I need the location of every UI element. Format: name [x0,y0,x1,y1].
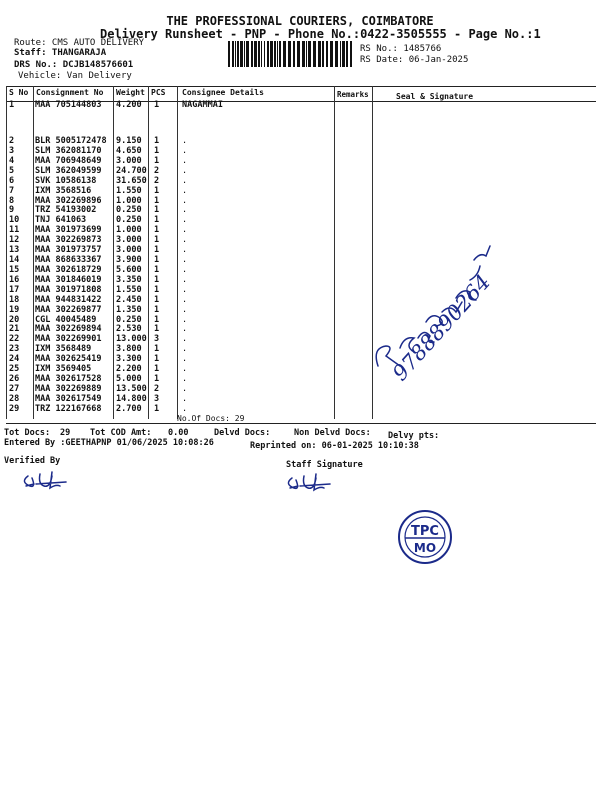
row-pcs: 2 [154,175,160,186]
row-pcs: 1 [154,215,160,226]
row-sno: 29 [9,403,20,414]
row-sno: 24 [9,354,20,365]
row-sno: 10 [9,215,20,226]
row-consignee: . [182,403,188,414]
svg-text:MO: MO [413,541,437,555]
tot-docs-value: 29 [60,428,71,438]
svg-text:TPC: TPC [411,524,439,539]
row-sno: 14 [9,255,20,266]
row-sno: 9 [9,205,15,216]
row-pcs: 1 [154,195,160,206]
row-sno: 1 [9,100,15,110]
row-cno: MAA 302269877 [35,304,102,315]
row-cno: SLM 362081170 [35,145,102,156]
row-sno: 5 [9,165,15,176]
column-divider [334,86,335,419]
row-sno: 4 [9,155,15,166]
column-divider [177,86,178,419]
row-sno: 27 [9,384,20,394]
row-wt: 31.650 [116,175,147,186]
row-consignee: . [182,136,188,146]
col-pcs: PCS [151,88,166,97]
row-cno: MAA 302269894 [35,324,102,335]
row-sno: 28 [9,393,20,404]
row-cno: MAA 868633367 [35,255,102,266]
rs-date: RS Date: 06-Jan-2025 [360,55,469,65]
row-sno: 3 [9,145,15,156]
cod-value: 0.00 [168,428,189,438]
row-consignee: . [182,364,188,375]
row-sno: 23 [9,344,20,355]
rs-number: RS No.: 1485766 [360,44,442,54]
col-consignment: Consignment No [36,88,104,97]
route-label: Route: CMS AUTO DELIVERY [14,38,145,48]
handwritten-note [362,216,512,392]
staff-label: Staff: THANGARAJA [14,48,107,58]
row-pcs: 1 [154,344,160,355]
row-cno: MAA 302269873 [35,235,102,246]
row-sno: 13 [9,245,20,256]
row-cno: BLR 5005172478 [35,136,107,146]
row-wt: 4.650 [116,145,142,156]
row-sno: 20 [9,314,20,325]
row-wt: 2.200 [116,364,142,375]
row-wt: 13.000 [116,334,147,345]
row-wt: 24.700 [116,165,147,176]
staff-signature [282,470,342,496]
row-sno: 7 [9,185,15,196]
row-wt: 1.550 [116,185,142,196]
row-pcs: 1 [154,255,160,266]
row-sno: 26 [9,374,20,385]
col-weight: Weight [116,88,145,97]
column-divider [33,86,34,419]
row-cno: TNJ 641063 [35,215,87,226]
row-pcs: 1 [154,245,160,256]
row-cno: MAA 302617528 [35,374,102,385]
row-cno: MAA 705144803 [35,100,102,110]
row-wt: 14.800 [116,393,147,404]
row-cno: MAA 301973699 [35,225,102,236]
row-cno: MAA 302269901 [35,334,102,345]
row-cno: MAA 302269896 [35,195,102,206]
row-consignee: . [182,235,188,246]
row-sno: 8 [9,195,15,206]
row-wt: 2.700 [116,403,142,414]
row-pcs: 1 [154,264,160,275]
row-consignee: . [182,324,188,335]
row-wt: 4.200 [116,100,142,110]
row-consignee: . [182,155,188,166]
row-sno: 11 [9,225,20,236]
row-consignee: . [182,274,188,285]
row-cno: MAA 302617549 [35,393,102,404]
row-wt: 1.000 [116,195,142,206]
row-pcs: 1 [154,403,160,414]
row-wt: 5.000 [116,374,142,385]
barcode-image [228,41,353,67]
row-consignee: . [182,314,188,325]
row-pcs: 1 [154,136,160,146]
row-cno: SLM 362049599 [35,165,102,176]
row-pcs: 1 [154,205,160,216]
row-consignee: . [182,384,188,394]
row-pcs: 1 [154,294,160,305]
row-pcs: 1 [154,314,160,325]
row-sno: 22 [9,334,20,345]
row-pcs: 1 [154,304,160,315]
row-cno: MAA 301846019 [35,274,102,285]
column-divider [6,86,7,419]
row-sno: 25 [9,364,20,375]
row-consignee: . [182,245,188,256]
row-pcs: 1 [154,324,160,335]
column-divider [148,86,149,419]
row-wt: 1.550 [116,284,142,295]
delvd-docs: Delvd Docs: [214,428,271,438]
row-consignee: . [182,334,188,345]
row-sno: 17 [9,284,20,295]
row-pcs: 1 [154,354,160,365]
row-pcs: 1 [154,155,160,166]
col-consignee: Consignee Details [182,88,264,97]
column-divider [113,86,114,419]
row-wt: 1.000 [116,225,142,236]
vehicle-label: Vehicle: Van Delivery [18,71,132,81]
row-sno: 12 [9,235,20,246]
staff-signature-label: Staff Signature [286,460,363,470]
row-pcs: 1 [154,374,160,385]
row-wt: 0.250 [116,215,142,226]
verified-signature [18,468,78,494]
row-sno: 19 [9,304,20,315]
reprinted-on: Reprinted on: 06-01-2025 10:10:38 [250,441,419,451]
row-pcs: 3 [154,334,160,345]
col-sno: S No [9,88,29,97]
delvy-pts: Delvy pts: [388,431,440,441]
row-wt: 5.600 [116,264,142,275]
row-sno: 21 [9,324,20,335]
row-consignee: . [182,344,188,355]
row-cno: CGL 40045489 [35,314,97,325]
row-consignee: . [182,165,188,176]
row-pcs: 1 [154,364,160,375]
row-sno: 18 [9,294,20,305]
row-pcs: 1 [154,284,160,295]
verified-by-label: Verified By [4,456,61,466]
drs-number: DRS No.: DCJB148576601 [14,60,134,70]
row-pcs: 1 [154,235,160,246]
row-cno: MAA 301971808 [35,284,102,295]
row-wt: 3.900 [116,255,142,266]
row-cno: SVK 10586138 [35,175,97,186]
row-pcs: 1 [154,185,160,196]
row-wt: 9.150 [116,136,142,146]
row-consignee: . [182,354,188,365]
row-pcs: 2 [154,384,160,394]
tpc-stamp-icon [396,508,454,566]
row-cno: MAA 301973757 [35,245,102,256]
row-consignee: . [182,205,188,216]
row-pcs: 1 [154,225,160,236]
row-wt: 3.800 [116,344,142,355]
row-consignee: . [182,195,188,206]
row-sno: 2 [9,136,15,146]
row-pcs: 3 [154,393,160,404]
row-wt: 3.300 [116,354,142,365]
row-consignee: NAGAMMAI [182,100,223,110]
handwritten-phone: 9788890264 [387,269,496,386]
row-consignee: . [182,175,188,186]
row-consignee: . [182,215,188,226]
col-remarks: Remarks [337,90,369,99]
row-consignee: . [182,374,188,385]
row-wt: 1.350 [116,304,142,315]
row-sno: 6 [9,175,15,186]
row-pcs: 1 [154,274,160,285]
table-bottom-rule [6,423,596,424]
row-wt: 3.000 [116,235,142,246]
row-wt: 2.450 [116,294,142,305]
row-sno: 16 [9,274,20,285]
cod-label: Tot COD Amt: [90,428,152,438]
no-of-docs: No.Of Docs: 29 [177,414,245,423]
row-consignee: . [182,185,188,196]
row-cno: MAA 302625419 [35,354,102,365]
row-cno: IXM 3568489 [35,344,92,355]
row-wt: 2.530 [116,324,142,335]
row-pcs: 2 [154,165,160,176]
col-seal: Seal & Signature [396,92,474,101]
row-cno: IXM 3569405 [35,364,92,375]
row-consignee: . [182,393,188,404]
row-cno: MAA 944831422 [35,294,102,305]
row-wt: 3.350 [116,274,142,285]
non-delvd-docs: Non Delvd Docs: [294,428,371,438]
row-cno: TRZ 122167668 [35,403,102,414]
row-wt: 3.000 [116,245,142,256]
entered-by: Entered By :GEETHAPNP 01/06/2025 10:08:26 [4,438,214,448]
row-cno: IXM 3568516 [35,185,92,196]
row-consignee: . [182,294,188,305]
runsheet-title: Delivery Runsheet - PNP - Phone No.:0422-3505555 - Page No.:1 [100,27,541,41]
row-cno: MAA 302618729 [35,264,102,275]
row-consignee: . [182,284,188,295]
row-consignee: . [182,304,188,315]
row-pcs: 1 [154,100,160,110]
row-consignee: . [182,255,188,266]
row-sno: 15 [9,264,20,275]
row-consignee: . [182,264,188,275]
row-consignee: . [182,225,188,236]
row-cno: MAA 302269889 [35,384,102,394]
row-wt: 3.000 [116,155,142,166]
row-wt: 13.500 [116,384,147,394]
tot-docs-label: Tot Docs: [4,428,51,438]
row-pcs: 1 [154,145,160,156]
row-cno: MAA 706948649 [35,155,102,166]
company-title: THE PROFESSIONAL COURIERS, COIMBATORE [166,14,434,28]
row-cno: TRZ 54193002 [35,205,97,216]
row-wt: 0.250 [116,205,142,216]
row-wt: 0.250 [116,314,142,325]
row-consignee: . [182,145,188,156]
